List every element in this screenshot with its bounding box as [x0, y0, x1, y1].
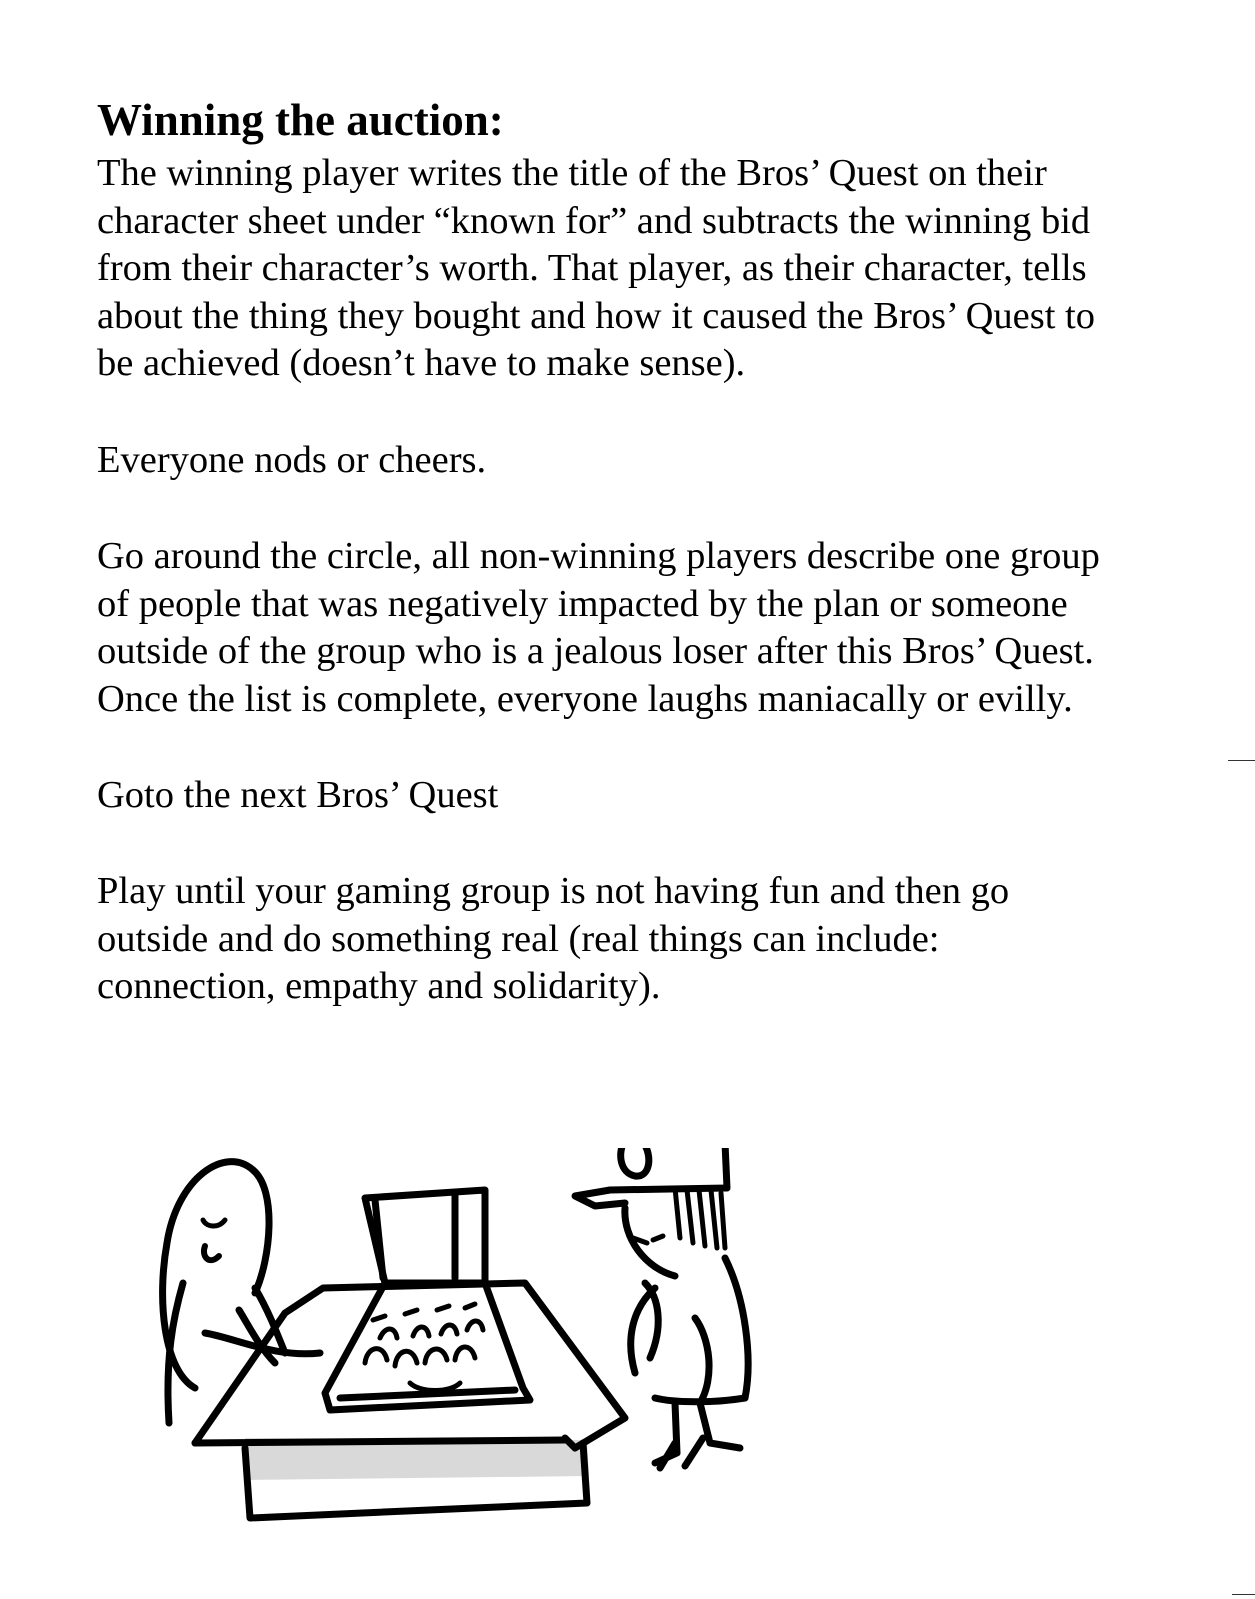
paragraph-play-until: [97, 868, 1217, 1011]
text-line: outside of the group who is a jealous loser after this Bros’ Quest.: [97, 630, 1094, 672]
text-line: be achieved (doesn’t have to make sense).: [97, 342, 746, 384]
paragraph-go-around-circle: [97, 533, 1217, 723]
seller-figure: [163, 1162, 320, 1423]
section-heading: Winning the auction:: [97, 95, 504, 145]
text-line: from their character’s worth. That player, as their character, tells: [97, 247, 1087, 289]
auction-sketch-illustration: [155, 1148, 775, 1558]
text-line: about the thing they bought and how it caused the Bros’ Quest to: [97, 294, 1095, 337]
text-line: The winning player writes the title of the Bros’ Quest on their: [97, 152, 1047, 194]
hair-strands: [675, 1188, 725, 1248]
paragraph-next-quest: [97, 772, 1217, 820]
auction-table: [195, 1283, 625, 1518]
text-line: outside and do something real (real things can include:: [97, 917, 940, 960]
margin-tick-mark: [1232, 1594, 1255, 1595]
paragraph-winning-player: [97, 150, 1217, 388]
text-line: connection, empathy and solidarity).: [97, 965, 661, 1007]
text-line: Everyone nods or cheers.: [97, 439, 487, 481]
text-line: Once the list is complete, everyone laughs maniacally or evilly.: [97, 677, 1073, 720]
buyer-figure: [575, 1148, 748, 1468]
tray-items: [365, 1304, 483, 1366]
text-line: Go around the circle, all non-winning players describe one group: [97, 535, 1100, 577]
margin-tick-mark: [1228, 760, 1255, 761]
text-line: character sheet under “known for” and subtracts the winning bid: [97, 199, 1091, 242]
item-tray: [325, 1190, 530, 1410]
paragraph-everyone-nods: [97, 437, 1217, 485]
text-line: Goto the next Bros’ Quest: [97, 774, 499, 816]
text-line: Play until your gaming group is not having fun and then go: [97, 870, 1010, 912]
text-line: of people that was negatively impacted by the plan or someone: [97, 582, 1068, 625]
auction-sketch-svg: [155, 1148, 775, 1558]
